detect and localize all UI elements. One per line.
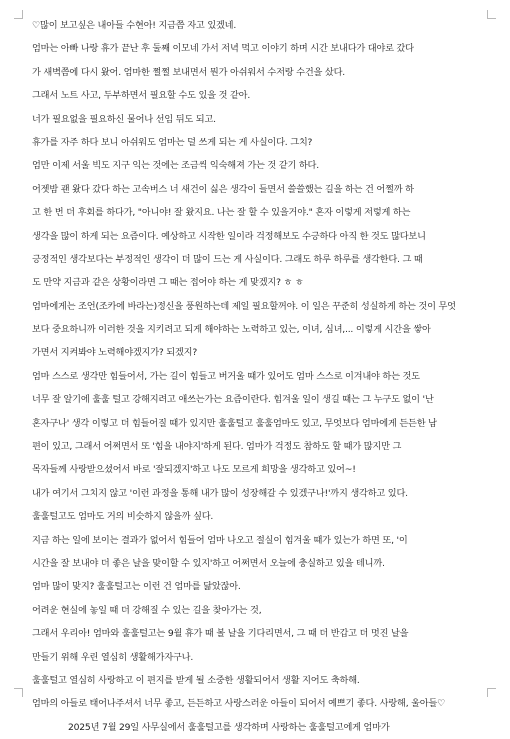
letter-line: 휴가를 자주 하다 보니 아쉬워도 엄마는 덜 쓰게 되는 게 사실이다. 그치?	[32, 136, 313, 148]
letter-signoff: 2025년 7월 29일 사무실에서 훌훌털고를 생각하며 사랑하는 훌훌털고에게 엄마가	[68, 721, 390, 733]
letter-line: 엄마는 아빠 나랑 휴가 끝난 후 둘째 이모네 가서 저녁 먹고 이야기 하며 시간 보내다가 대야로 갔다	[32, 43, 414, 55]
letter-line: 도 만약 지금과 같은 상황이라면 그 때는 접어야 하는 게 맞겠지? ㅎ ㅎ	[32, 277, 304, 289]
letter-line: 편이 있고, 그래서 어쩌면서 또 '힘을 내야지'하게 된다. 엄마가 걱정도 참하도 할 때가 많지만 그	[32, 441, 402, 453]
letter-line: 내가 여기서 그치지 않고 '이런 과정을 통해 내가 많이 성장해갈 수 있겠구나!'까지 생각하고 있다.	[32, 487, 408, 499]
letter-line: 엄마에게는 조언(조카에 바라는)정신을 풍원하는데 제일 필요할꺼야. 이 일은 꾸준히 성실하게 하는 것이 무엇	[32, 300, 456, 312]
letter-line: 그래서 우리아! 엄마와 훌훌털고는 9월 휴가 때 볼 날을 기다리면서, 그 때 더 반갑고 더 멋진 날을	[32, 628, 409, 640]
letter-line: 엄마의 아들로 태어나주셔서 너무 좋고, 든든하고 사랑스러운 아들이 되어서 예쁘기 좋다. 사랑해, 울아들♡	[32, 698, 446, 710]
letter-line: 너무 잘 알기에 훌훌 털고 강해지려고 애쓰는가는 요즘이란다. 힘겨울 일이 생길 때는 그 누구도 없이 '난	[32, 394, 434, 406]
letter-line: ♡많이 보고싶은 내아들 수현아! 지금쯤 자고 있겠네.	[32, 20, 237, 31]
letter-line: 어젯밤 괜 왔다 갔다 하는 고속버스 너 새건이 싫은 생각이 들면서 쓸쓸했는 길을 하는 건 어쩔까 하	[32, 183, 414, 195]
letter-line: 지금 하는 일에 보이는 결과가 없어서 힘들어 엄마 나오고 절실이 힘겨울 때가 있는가 하면 또, '이	[32, 534, 408, 546]
letter-line: 가 새벽쯤에 다시 왔어. 엄마한 쩔쩔 보내면서 뭔가 아쉬워서 수저랑 수건을 샀다.	[32, 66, 345, 78]
letter-line: 시간을 잘 보내야 더 좋은 날을 맞이할 수 있지'하고 어쩌면서 오늘에 충실하고 있을 테니까.	[32, 557, 385, 569]
letter-line: 보다 중요하니까 이러한 것을 지키려고 되게 해야하는 노력하고 있는, 이녀, 심녀,... 이렇게 시간을 쌓아	[32, 324, 431, 336]
letter-line: 훌훌털고도 엄마도 거의 비슷하지 않을까 싶다.	[32, 511, 214, 523]
letter-line: 만들기 위해 우린 열심히 생활해가자구나.	[32, 651, 194, 663]
letter-line: 너가 필요없을 필요하신 물어나 선임 뒤도 되고.	[32, 113, 216, 125]
letter-line: 생각을 많이 하게 되는 요즘이다. 예상하고 시작한 일이라 걱정해보도 수긍하다 아직 한 것도 많다보니	[32, 230, 426, 242]
page-corner-mark	[14, 10, 23, 19]
letter-line: 훌훌털고 열심히 사랑하고 이 편지를 받게 될 소중한 생활되어서 생활 지어도 축하해.	[32, 674, 360, 686]
letter-line: 그래서 노트 사고, 두부하면서 필요할 수도 있을 것 같아.	[32, 90, 251, 102]
letter-line: 고 한 번 더 후회를 하다가, "아니야! 잘 왔지요. 나는 잘 할 수 있을거야." 혼자 이렇게 저렇게 하는	[32, 207, 411, 219]
letter-line: 긍정적인 생각보다는 부정적인 생각이 더 많이 드는 게 사실이다. 그래도 하루 하루를 생각한다. 그 때	[32, 253, 423, 265]
page-corner-mark	[14, 688, 23, 697]
letter-line: 가면서 지켜봐야 노력해야겠지가? 되겠지?	[32, 347, 197, 359]
letter-line: 엄마 많이 맞지? 훌훌털고는 이런 건 엄마를 닮았잖아.	[32, 581, 241, 593]
letter-line: 어려운 현실에 놓일 때 더 강해질 수 있는 길을 찾아가는 것,	[32, 604, 262, 616]
letter-line: 엄마 스스로 생각만 힘들어서, 가는 길이 힘들고 버거울 때가 있어도 엄마 스스로 이겨내야 하는 것도	[32, 370, 420, 382]
letter-body	[32, 14, 490, 739]
letter-line: 혼자구나' 생각 이렇고 더 힘들어질 때가 있지만 훌훌털고 훌훌엄마도 있고, 무엇보다 엄마에게 든든한 남	[32, 417, 437, 429]
letter-line: 목자들께 사랑받으셨어서 바로 '잘되겠지'하고 나도 모르게 희망을 생각하고 있어~!	[32, 464, 356, 476]
letter-line: 엄만 이제 서울 빅도 지구 익는 것에는 조금씩 익숙해져 가는 것 같기 하다.	[32, 160, 319, 172]
